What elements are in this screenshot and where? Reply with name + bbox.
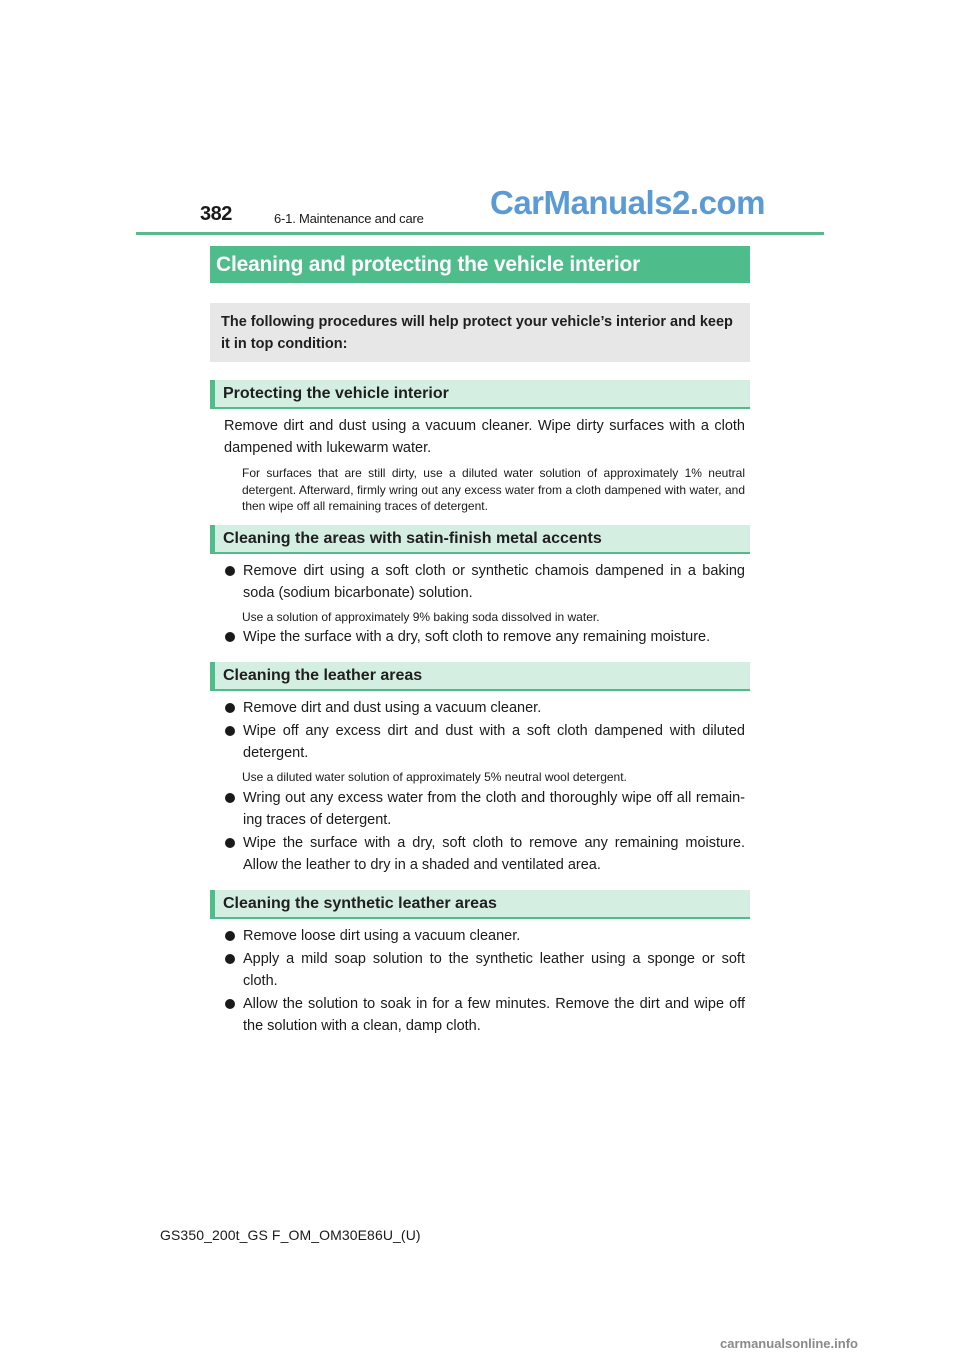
manual-code: GS350_200t_GS F_OM_OM30E86U_(U) [160, 1227, 421, 1243]
page-number: 382 [200, 203, 232, 225]
section-note: Use a diluted water solution of approximately 5% neutral wool detergent. [242, 770, 627, 784]
page-title: Cleaning and protecting the vehicle interior [210, 246, 750, 283]
section-heading: Cleaning the synthetic leather areas [210, 890, 750, 919]
section-synthetic-leather [210, 890, 750, 1037]
page-header [0, 0, 960, 240]
intro-box: The following procedures will help protect your vehicle’s interior and keep it in top condition: [210, 303, 750, 362]
section-satin-metal [210, 525, 750, 649]
list-item: Wipe the surface with a dry, soft cloth to remove any remaining moisture. [210, 626, 750, 648]
section-heading: Cleaning the areas with satin-finish metal accents [210, 525, 750, 554]
list-item: Remove dirt and dust using a vacuum cleaner. [210, 697, 750, 719]
list-item: Wring out any excess water from the cloth and thoroughly wipe off all remain-ing traces of detergent. [210, 787, 750, 831]
section-protecting [210, 380, 750, 515]
section-label: 6-1. Maintenance and care [274, 211, 424, 226]
list-item: Allow the solution to soak in for a few minutes. Remove the dirt and wipe off the solution with a clean, damp cloth. [210, 993, 750, 1037]
bullet-icon [225, 566, 235, 576]
bullet-icon [225, 726, 235, 736]
watermark-bottom: carmanualsonline.info [720, 1336, 858, 1351]
bullet-icon [225, 954, 235, 964]
header-rule [136, 232, 824, 235]
page-content [210, 246, 750, 1037]
list-item: Remove loose dirt using a vacuum cleaner. [210, 925, 750, 947]
bullet-icon [225, 999, 235, 1009]
section-text: Remove dirt and dust using a vacuum cleaner. Wipe dirty surfaces with a cloth dampened with lukewarm water. [224, 418, 745, 456]
list-item: Wipe off any excess dirt and dust with a soft cloth dampened with diluted detergent. [210, 720, 750, 764]
watermark-top: CarManuals2.com [490, 184, 765, 221]
bullet-icon [225, 793, 235, 803]
section-heading: Protecting the vehicle interior [210, 380, 750, 409]
bullet-icon [225, 838, 235, 848]
list-item: Wipe the surface with a dry, soft cloth to remove any remaining moisture. Allow the leather to dry in a shaded and ventilated area. [210, 832, 750, 876]
section-note: Use a solution of approximately 9% baking soda dissolved in water. [242, 609, 600, 624]
bullet-icon [225, 931, 235, 941]
section-leather [210, 662, 750, 876]
bullet-icon [225, 703, 235, 713]
section-heading: Cleaning the leather areas [210, 662, 750, 691]
list-item: Apply a mild soap solution to the synthetic leather using a sponge or soft cloth. [210, 948, 750, 992]
bullet-icon [225, 632, 235, 642]
list-item: Remove dirt using a soft cloth or synthetic chamois dampened in a baking soda (sodium bicarbonate) solution. [210, 560, 750, 604]
section-note: For surfaces that are still dirty, use a diluted water solution of approximately 1% neutral detergent. Afterward, firmly wring out any excess water from a cloth dampened with water, and then wipe off all remaining traces of detergent. [242, 466, 745, 513]
